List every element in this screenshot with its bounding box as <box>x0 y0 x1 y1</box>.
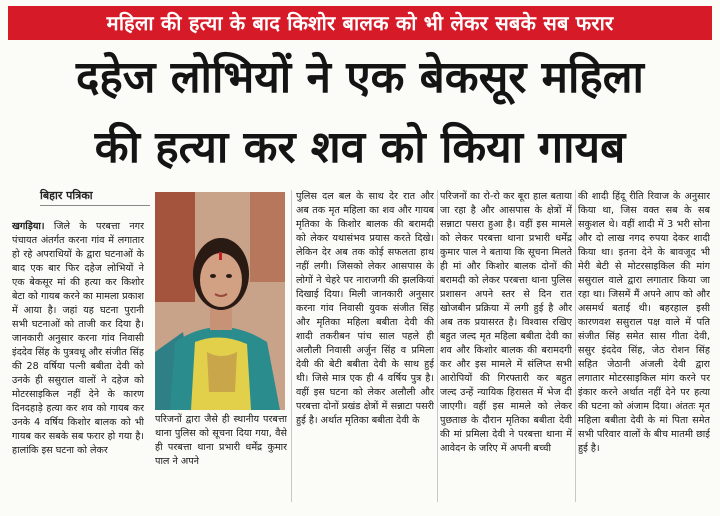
column-rule <box>437 190 438 502</box>
column-1-text: जिले के परबत्ता नगर पंचायत अंतर्गत करना गांव में लगातार हो रहे अपराधियों के द्वारा घटनाओं के बाद एक बार फिर दहेज लोभियों ने एक बेकसूर मां की हत्या कर किशोर बेटा को गायब करने का मामला प्रकाश में आया है। जहां यह घटना पुरानी सभी घटनाओं को ताजी कर दिया है। जानकारी अनुसार करना गांव निवासी इंददेव सिंह के पुत्रवधू और संजीत सिंह की 28 वर्षिया पत्नी बबीता देवी को उनके ही ससुराल वालों ने दहेज को मोटरसाइकिल नहीं देने के कारण दिनदहाड़े हत्या कर शव को गायब कर उनके 4 वर्षिय किशोर बालक को भी गायब कर सबके सब फरार हो गया है। हालांकि इस घटना को लेकर <box>12 221 144 456</box>
woman-portrait-image <box>155 192 285 410</box>
article-column-5 <box>578 190 710 504</box>
victim-photo <box>155 192 285 410</box>
column-rule <box>575 190 576 502</box>
kicker-banner: महिला की हत्या के बाद किशोर बालक को भी लेकर सबके सब फरार <box>8 6 712 40</box>
article-column-4 <box>440 190 572 504</box>
column-5-text: की शादी हिंदू रीति रिवाज के अनुसार किया था, जिस वक्त सब के सब सकुशल थे। वहीं शादी में 3 भरी सोना और दो लाख नगद रुपया देकर शादी किया था। इतना देने के बावजूद भी मेरी बेटी से मोटरसाइकिल की मांग ससुराल वाले द्वारा लगातार किया जा रहा था। जिसमें मैं अपने आप को और असमर्थ बताई थी। बहरहाल इसी कारणवश ससुराल पक्ष वाले में पति संजीत सिंह समेत सास गीता देवी, ससुर इंददेव सिंह, जेठ रोशन सिंह सहित जेठानी अंजली देवी द्वारा लगातार मोटरसाइकिल मांग करने पर इंकार करने अर्थात नहीं देने पर हत्या की घटना को अंजाम दिया। अंततः मृत महिला बबीता देवी के मां पिता समेत सभी परिवार वालों के बीच मातमी छाई हुई है। <box>578 191 710 454</box>
headline-line-1: दहेज लोभियों ने एक बेकसूर महिला <box>76 52 644 103</box>
article-column-3 <box>296 190 434 504</box>
column-4-text: परिजनों का रो-रो कर बूरा हाल बताया जा रहा है और आसपास के क्षेत्रों में सन्नाटा पसरा हुआ है। वहीं इस मामले को लेकर परबत्ता थाना प्रभारी धर्मेंद्र कुमार पाल ने बताया कि सूचना मिलते ही मां और किशोर बालक दोनों की बरामदी को लेकर परबत्ता थाना पुलिस प्रशासन अपने स्तर से दिन रात खोजबीन प्रक्रिया में लगी हुई है और अब तक प्रयासरत है। विश्वास रखिए बहुत जल्द मृत महिला बबीता देवी का शव और किशोर बालक की बरामदगी कर और इस मामले में संलिप्त सभी आरोपियों की गिरफ्तारी कर बहुत जल्द उन्हें न्यायिक हिरासत में भेज दी जाएगी। वहीं इस मामले को लेकर पुछताछ के दौरान मृतिका बबीता देवी की मां प्रमिला देवी ने परबत्ता थाना में आवेदन के जरिए में अपनी बच्ची <box>440 191 572 454</box>
headline-line-2: की हत्या कर शव को किया गायब <box>94 122 626 173</box>
column-3-text: पुलिस दल बल के साथ देर रात और अब तक मृत महिला का शव और गायब मृतिका के किशोर बालक की बरामदी को लेकर यथासंभव प्रयास करते दिखे। लेकिन देर अब तक कोई सफलता हाथ नहीं लगी। जिसको लेकर आसपास के लोगों ने चेहरे पर नाराजगी की झलकियां दिखाई दिया। मिली जानकारी अनुसार करना गांव निवासी युवक संजीत सिंह और मृतिका महिला बबीता देवी की शादी तकरीबन पांच साल पहले ही अलौली निवासी अर्जुन सिंह व प्रमिला देवी की बेटी बबीता देवी के साथ हुई थी। जिसे मात्र एक ही 4 वर्षिय पुत्र है। वहीं इस घटना को लेकर अलौली और परबत्ता दोनों प्रखंड क्षेत्रों में सन्नाटा पसरी हुई है। अर्थात मृतिका बबीता देवी के <box>296 191 434 426</box>
article-column-1 <box>12 220 144 504</box>
article-column-2 <box>155 413 287 504</box>
byline: बिहार पत्रिका <box>40 188 150 206</box>
dateline: खगड़िया। <box>12 221 45 232</box>
column-rule <box>291 190 292 502</box>
column-2-text: परिजनों द्वारा जैसे ही स्थानीय परबत्ता थाना पुलिस को सूचना दिया गया, वैसे ही परबत्ता थाना प्रभारी धर्मेंद्र कुमार पाल ने अपने <box>155 414 287 467</box>
